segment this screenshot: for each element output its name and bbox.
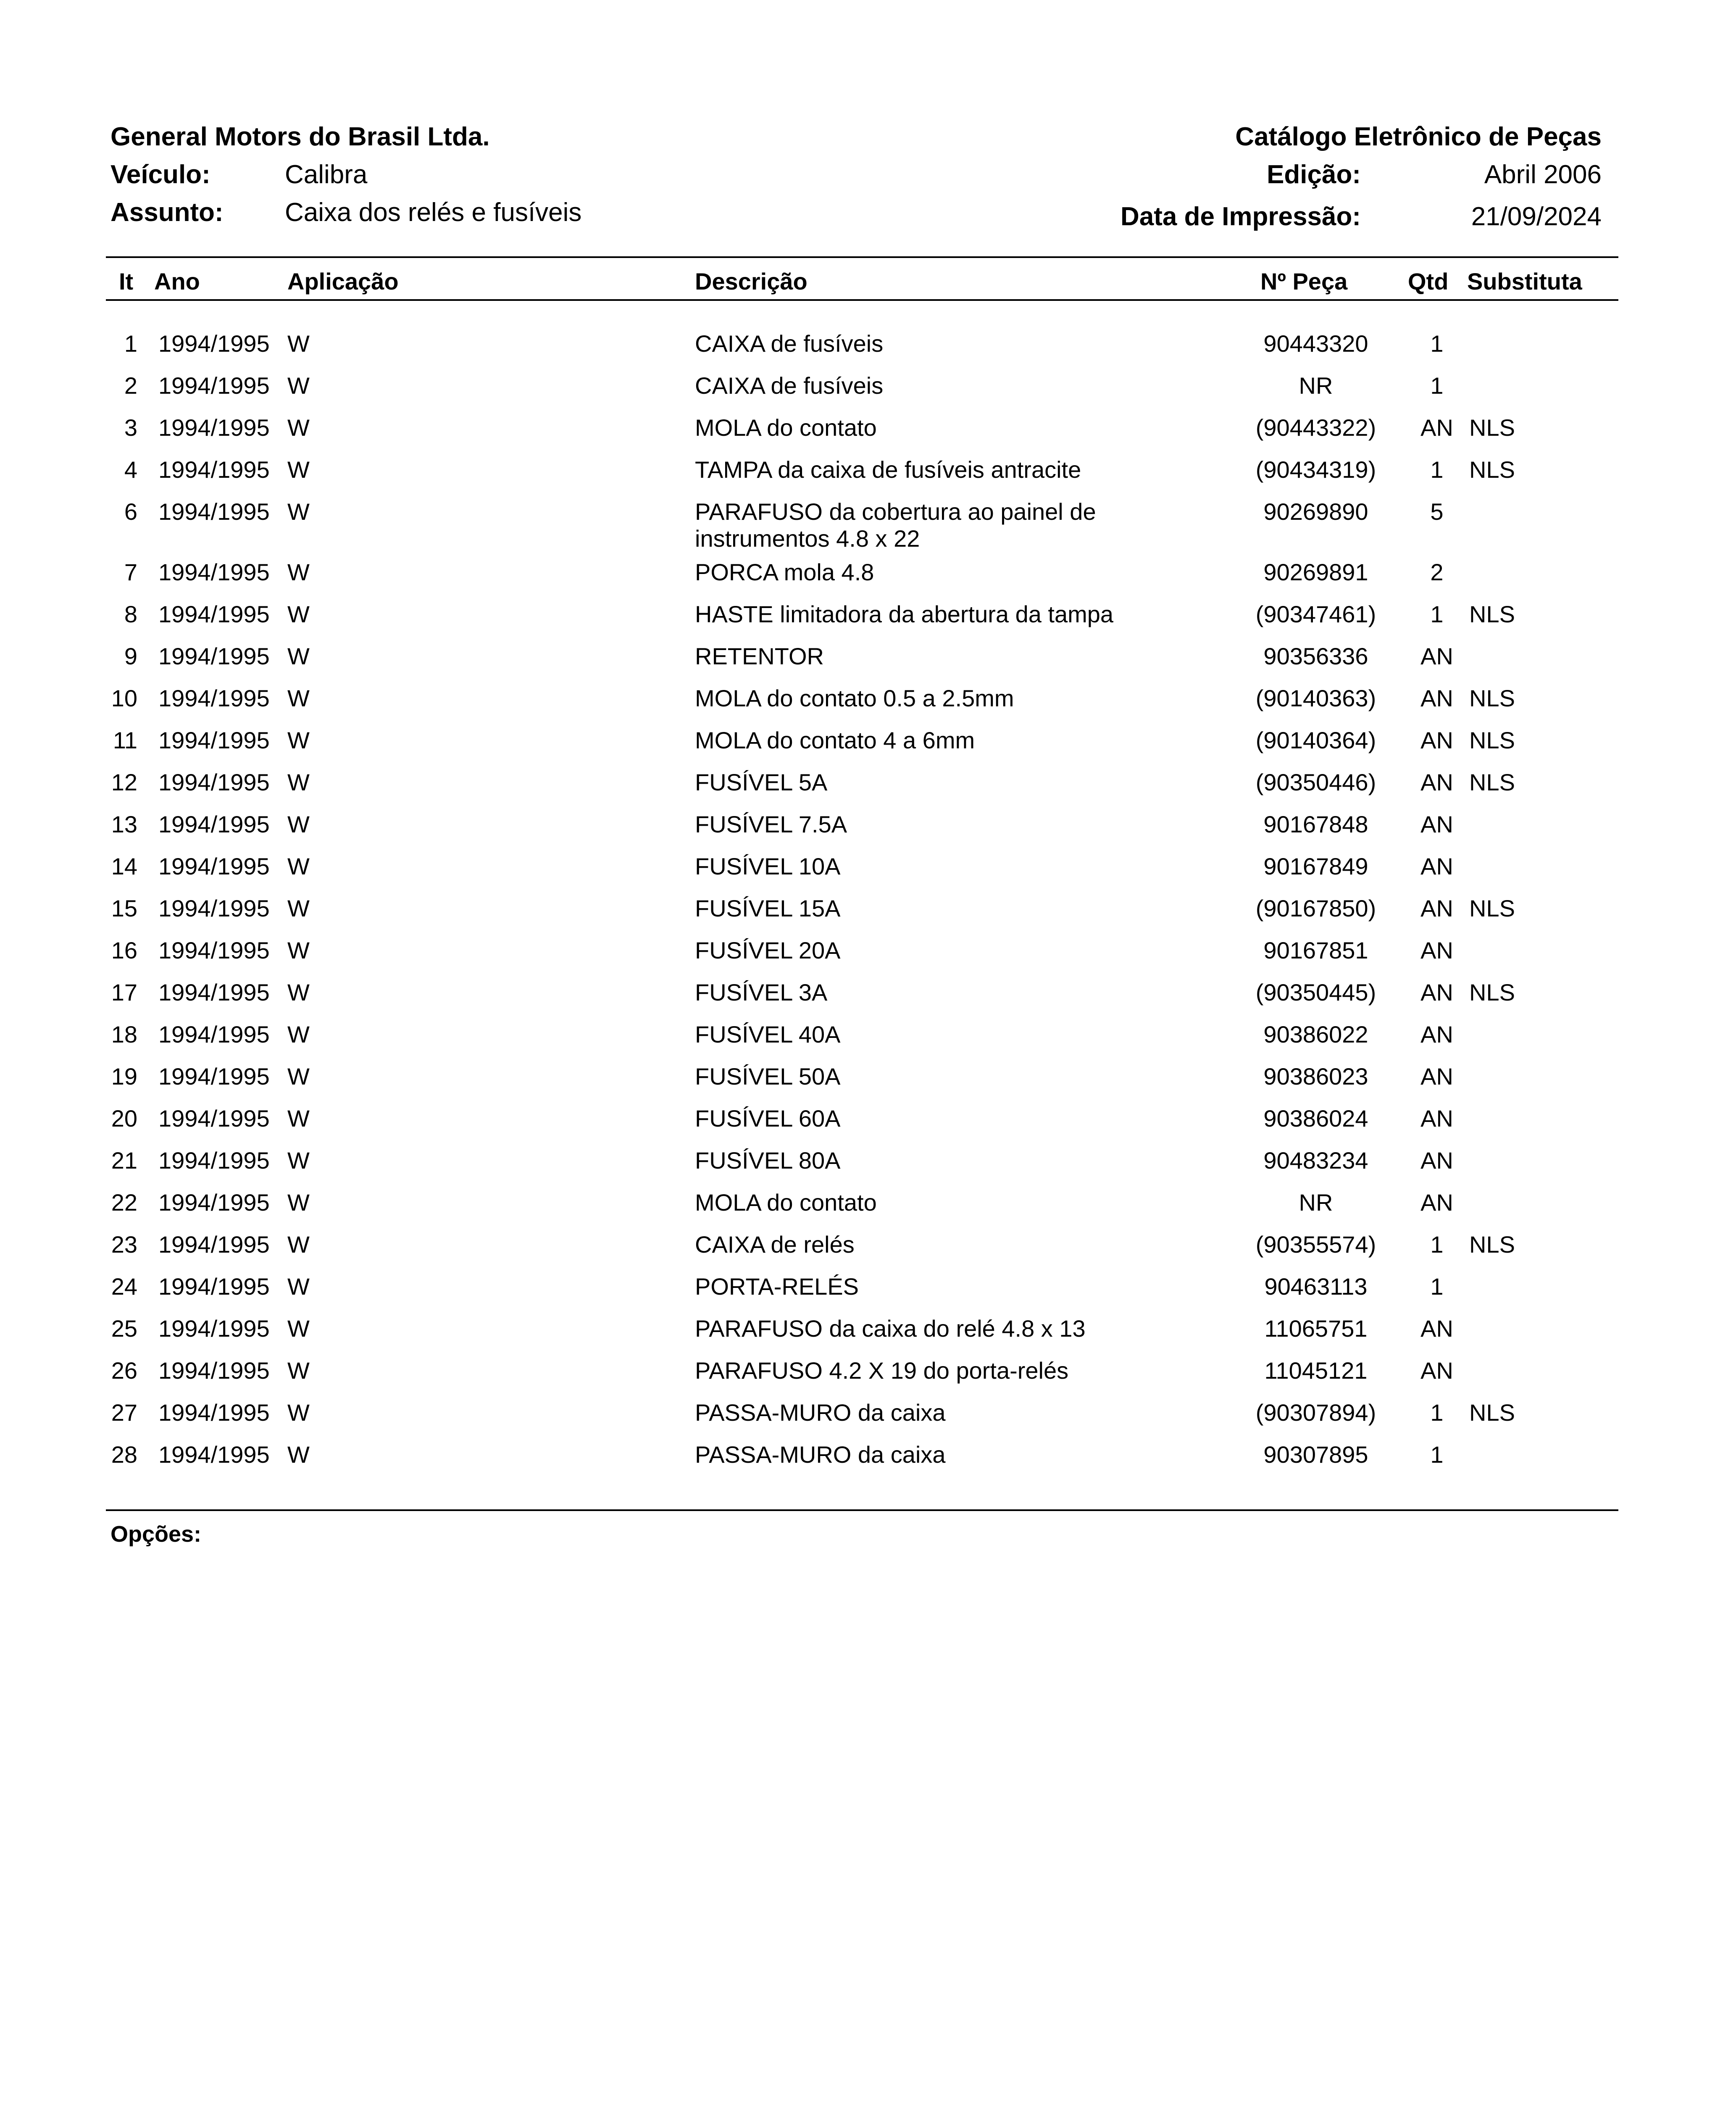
table-row <box>0 643 1736 685</box>
cell-num-peca: (90355574) <box>1255 1231 1376 1258</box>
cell-num-peca: 90386024 <box>1263 1105 1368 1132</box>
col-header-substituta: Substituta <box>1467 268 1582 295</box>
cell-descricao: FUSÍVEL 40A <box>695 1021 841 1048</box>
cell-qtd: 1 <box>1430 1273 1444 1300</box>
cell-ano: 1994/1995 <box>158 937 270 964</box>
cell-qtd: AN <box>1420 769 1453 795</box>
cell-descricao: PARAFUSO 4.2 X 19 do porta-relés <box>695 1357 1069 1384</box>
cell-num-peca: 90167849 <box>1263 853 1368 879</box>
cell-aplicacao: W <box>287 1021 310 1048</box>
cell-substituta: NLS <box>1469 1399 1515 1426</box>
cell-descricao: FUSÍVEL 50A <box>695 1063 841 1090</box>
table-row <box>0 601 1736 643</box>
cell-num-peca: 90443320 <box>1263 330 1368 357</box>
cell-substituta: NLS <box>1469 727 1515 753</box>
subject-value: Caixa dos relés e fusíveis <box>285 198 582 227</box>
cell-num-peca: 90167848 <box>1263 811 1368 837</box>
cell-it: 21 <box>111 1147 137 1174</box>
cell-it: 4 <box>124 456 137 483</box>
cell-it: 14 <box>111 853 137 879</box>
cell-qtd: AN <box>1420 414 1453 441</box>
cell-num-peca: 90386022 <box>1263 1021 1368 1048</box>
cell-qtd: AN <box>1420 643 1453 669</box>
col-header-aplicacao: Aplicação <box>287 268 399 295</box>
cell-qtd: 1 <box>1430 456 1444 483</box>
cell-ano: 1994/1995 <box>158 643 270 669</box>
cell-it: 16 <box>111 937 137 964</box>
cell-descricao: PORTA-RELÉS <box>695 1273 859 1300</box>
cell-descricao: FUSÍVEL 60A <box>695 1105 841 1132</box>
cell-it: 10 <box>111 685 137 711</box>
cell-num-peca: NR <box>1299 372 1333 399</box>
table-header-divider <box>106 299 1618 301</box>
col-header-descricao: Descrição <box>695 268 808 295</box>
cell-it: 9 <box>124 643 137 669</box>
table-row <box>0 1273 1736 1315</box>
cell-num-peca: 90483234 <box>1263 1147 1368 1174</box>
table-row <box>0 456 1736 498</box>
cell-qtd: AN <box>1420 853 1453 879</box>
cell-qtd: AN <box>1420 727 1453 753</box>
table-row <box>0 853 1736 895</box>
cell-descricao: PORCA mola 4.8 <box>695 559 874 585</box>
cell-descricao: FUSÍVEL 20A <box>695 937 841 964</box>
cell-ano: 1994/1995 <box>158 372 270 399</box>
cell-qtd: AN <box>1420 1021 1453 1048</box>
cell-qtd: 1 <box>1430 1441 1444 1468</box>
table-row <box>0 1441 1736 1483</box>
cell-qtd: 1 <box>1430 1231 1444 1258</box>
cell-ano: 1994/1995 <box>158 895 270 921</box>
print-date-value: 21/09/2024 <box>1471 202 1602 231</box>
cell-num-peca: NR <box>1299 1189 1333 1216</box>
cell-descricao: FUSÍVEL 10A <box>695 853 841 879</box>
cell-aplicacao: W <box>287 601 310 627</box>
cell-qtd: AN <box>1420 937 1453 964</box>
cell-descricao: FUSÍVEL 15A <box>695 895 841 921</box>
cell-descricao: TAMPA da caixa de fusíveis antracite <box>695 456 1081 483</box>
cell-descricao: FUSÍVEL 80A <box>695 1147 841 1174</box>
cell-num-peca: (90443322) <box>1255 414 1376 441</box>
cell-ano: 1994/1995 <box>158 1105 270 1132</box>
cell-num-peca: 90463113 <box>1264 1273 1368 1300</box>
cell-qtd: 1 <box>1430 601 1444 627</box>
cell-substituta: NLS <box>1469 979 1515 1006</box>
cell-ano: 1994/1995 <box>158 559 270 585</box>
cell-it: 8 <box>124 601 137 627</box>
table-row <box>0 685 1736 727</box>
cell-num-peca: 11065751 <box>1264 1315 1368 1342</box>
cell-ano: 1994/1995 <box>158 1273 270 1300</box>
cell-descricao: MOLA do contato <box>695 414 877 441</box>
cell-num-peca: (90167850) <box>1255 895 1376 921</box>
cell-it: 1 <box>124 330 137 357</box>
cell-it: 28 <box>111 1441 137 1468</box>
cell-num-peca: 90307895 <box>1263 1441 1368 1468</box>
cell-it: 23 <box>111 1231 137 1258</box>
cell-descricao: PASSA-MURO da caixa <box>695 1441 946 1468</box>
table-row <box>0 372 1736 414</box>
header-divider <box>106 256 1618 258</box>
cell-aplicacao: W <box>287 1315 310 1342</box>
cell-descricao: PASSA-MURO da caixa <box>695 1399 946 1426</box>
table-row <box>0 1399 1736 1441</box>
cell-substituta: NLS <box>1469 685 1515 711</box>
print-date-label: Data de Impressão: <box>1121 202 1361 231</box>
cell-num-peca: (90434319) <box>1255 456 1376 483</box>
edition-value: Abril 2006 <box>1484 160 1602 189</box>
cell-ano: 1994/1995 <box>158 498 270 525</box>
cell-aplicacao: W <box>287 769 310 795</box>
cell-qtd: 1 <box>1430 372 1444 399</box>
table-row <box>0 559 1736 601</box>
cell-it: 26 <box>111 1357 137 1384</box>
table-row <box>0 1063 1736 1105</box>
table-row <box>0 1315 1736 1357</box>
cell-aplicacao: W <box>287 414 310 441</box>
vehicle-label: Veículo: <box>110 160 210 189</box>
col-header-qtd: Qtd <box>1408 268 1449 295</box>
cell-it: 3 <box>124 414 137 441</box>
cell-descricao: CAIXA de fusíveis <box>695 330 884 357</box>
cell-ano: 1994/1995 <box>158 1231 270 1258</box>
cell-ano: 1994/1995 <box>158 727 270 753</box>
cell-aplicacao: W <box>287 1273 310 1300</box>
table-row <box>0 979 1736 1021</box>
cell-qtd: AN <box>1420 1147 1453 1174</box>
cell-ano: 1994/1995 <box>158 1357 270 1384</box>
cell-aplicacao: W <box>287 559 310 585</box>
cell-it: 18 <box>111 1021 137 1048</box>
table-row <box>0 727 1736 769</box>
cell-ano: 1994/1995 <box>158 1063 270 1090</box>
cell-aplicacao: W <box>287 1357 310 1384</box>
cell-descricao: PARAFUSO da cobertura ao painel de instrumentos 4.8 x 22 <box>695 498 1096 552</box>
cell-aplicacao: W <box>287 1189 310 1216</box>
cell-ano: 1994/1995 <box>158 1399 270 1426</box>
cell-num-peca: 90269890 <box>1263 498 1368 525</box>
col-header-num-peca: Nº Peça <box>1260 268 1348 295</box>
cell-it: 2 <box>124 372 137 399</box>
cell-qtd: 5 <box>1430 498 1444 525</box>
cell-it: 20 <box>111 1105 137 1132</box>
table-row <box>0 1105 1736 1147</box>
cell-aplicacao: W <box>287 979 310 1006</box>
cell-num-peca: (90140364) <box>1255 727 1376 753</box>
cell-qtd: AN <box>1420 895 1453 921</box>
cell-descricao: FUSÍVEL 5A <box>695 769 828 795</box>
table-row <box>0 1357 1736 1399</box>
table-row <box>0 414 1736 456</box>
cell-it: 25 <box>111 1315 137 1342</box>
company-name: General Motors do Brasil Ltda. <box>110 122 490 151</box>
subject-label: Assunto: <box>110 198 224 227</box>
cell-qtd: 2 <box>1430 559 1444 585</box>
cell-aplicacao: W <box>287 372 310 399</box>
cell-ano: 1994/1995 <box>158 1021 270 1048</box>
cell-ano: 1994/1995 <box>158 685 270 711</box>
cell-substituta: NLS <box>1469 601 1515 627</box>
cell-descricao: FUSÍVEL 3A <box>695 979 828 1006</box>
vehicle-value: Calibra <box>285 160 368 189</box>
cell-descricao: FUSÍVEL 7.5A <box>695 811 847 837</box>
table-row <box>0 1189 1736 1231</box>
cell-ano: 1994/1995 <box>158 1147 270 1174</box>
table-row <box>0 1021 1736 1063</box>
table-row <box>0 937 1736 979</box>
cell-aplicacao: W <box>287 937 310 964</box>
cell-aplicacao: W <box>287 1399 310 1426</box>
table-row <box>0 769 1736 811</box>
cell-descricao: MOLA do contato 4 a 6mm <box>695 727 975 753</box>
cell-qtd: AN <box>1420 811 1453 837</box>
cell-num-peca: 90167851 <box>1263 937 1368 964</box>
cell-substituta: NLS <box>1469 1231 1515 1258</box>
cell-ano: 1994/1995 <box>158 1189 270 1216</box>
cell-aplicacao: W <box>287 811 310 837</box>
cell-it: 17 <box>111 979 137 1006</box>
cell-it: 11 <box>113 727 137 753</box>
cell-descricao: MOLA do contato 0.5 a 2.5mm <box>695 685 1014 711</box>
cell-substituta: NLS <box>1469 895 1515 921</box>
cell-aplicacao: W <box>287 1147 310 1174</box>
cell-qtd: AN <box>1420 1189 1453 1216</box>
cell-num-peca: (90350446) <box>1255 769 1376 795</box>
cell-substituta: NLS <box>1469 414 1515 441</box>
cell-aplicacao: W <box>287 685 310 711</box>
cell-it: 13 <box>111 811 137 837</box>
cell-it: 12 <box>111 769 137 795</box>
cell-ano: 1994/1995 <box>158 811 270 837</box>
table-row <box>0 330 1736 372</box>
table-row <box>0 1147 1736 1189</box>
table-row <box>0 811 1736 853</box>
cell-it: 6 <box>124 498 137 525</box>
table-row <box>0 1231 1736 1273</box>
cell-qtd: AN <box>1420 979 1453 1006</box>
col-header-it: It <box>119 268 134 295</box>
cell-qtd: AN <box>1420 1315 1453 1342</box>
cell-num-peca: (90350445) <box>1255 979 1376 1006</box>
cell-ano: 1994/1995 <box>158 330 270 357</box>
cell-aplicacao: W <box>287 1105 310 1132</box>
cell-qtd: AN <box>1420 1357 1453 1384</box>
cell-aplicacao: W <box>287 1441 310 1468</box>
cell-ano: 1994/1995 <box>158 1441 270 1468</box>
col-header-ano: Ano <box>154 268 200 295</box>
cell-num-peca: 90269891 <box>1263 559 1368 585</box>
cell-ano: 1994/1995 <box>158 1315 270 1342</box>
cell-qtd: 1 <box>1430 330 1444 357</box>
cell-ano: 1994/1995 <box>158 979 270 1006</box>
cell-aplicacao: W <box>287 330 310 357</box>
cell-aplicacao: W <box>287 895 310 921</box>
cell-ano: 1994/1995 <box>158 456 270 483</box>
cell-descricao: RETENTOR <box>695 643 824 669</box>
cell-it: 7 <box>124 559 137 585</box>
cell-it: 27 <box>111 1399 137 1426</box>
cell-descricao: MOLA do contato <box>695 1189 877 1216</box>
cell-aplicacao: W <box>287 456 310 483</box>
table-bottom-divider <box>106 1509 1618 1511</box>
cell-substituta: NLS <box>1469 456 1515 483</box>
cell-descricao: CAIXA de fusíveis <box>695 372 884 399</box>
cell-qtd: 1 <box>1430 1399 1444 1426</box>
cell-it: 19 <box>111 1063 137 1090</box>
cell-num-peca: 11045121 <box>1264 1357 1368 1384</box>
cell-aplicacao: W <box>287 498 310 525</box>
cell-num-peca: 90356336 <box>1263 643 1368 669</box>
cell-aplicacao: W <box>287 643 310 669</box>
cell-num-peca: 90386023 <box>1263 1063 1368 1090</box>
cell-num-peca: (90307894) <box>1255 1399 1376 1426</box>
cell-qtd: AN <box>1420 685 1453 711</box>
cell-descricao: CAIXA de relés <box>695 1231 855 1258</box>
cell-aplicacao: W <box>287 1231 310 1258</box>
table-row <box>0 895 1736 937</box>
cell-aplicacao: W <box>287 853 310 879</box>
cell-ano: 1994/1995 <box>158 414 270 441</box>
cell-qtd: AN <box>1420 1063 1453 1090</box>
options-label: Opções: <box>110 1522 202 1547</box>
cell-substituta: NLS <box>1469 769 1515 795</box>
table-row <box>0 498 1736 552</box>
cell-aplicacao: W <box>287 727 310 753</box>
cell-num-peca: (90347461) <box>1255 601 1376 627</box>
cell-it: 15 <box>111 895 137 921</box>
cell-ano: 1994/1995 <box>158 601 270 627</box>
cell-aplicacao: W <box>287 1063 310 1090</box>
cell-num-peca: (90140363) <box>1255 685 1376 711</box>
cell-descricao: PARAFUSO da caixa do relé 4.8 x 13 <box>695 1315 1086 1342</box>
catalog-title: Catálogo Eletrônico de Peças <box>1235 122 1602 151</box>
cell-qtd: AN <box>1420 1105 1453 1132</box>
cell-it: 24 <box>111 1273 137 1300</box>
cell-ano: 1994/1995 <box>158 853 270 879</box>
cell-it: 22 <box>111 1189 137 1216</box>
edition-label: Edição: <box>1267 160 1361 189</box>
cell-ano: 1994/1995 <box>158 769 270 795</box>
cell-descricao: HASTE limitadora da abertura da tampa <box>695 601 1114 627</box>
